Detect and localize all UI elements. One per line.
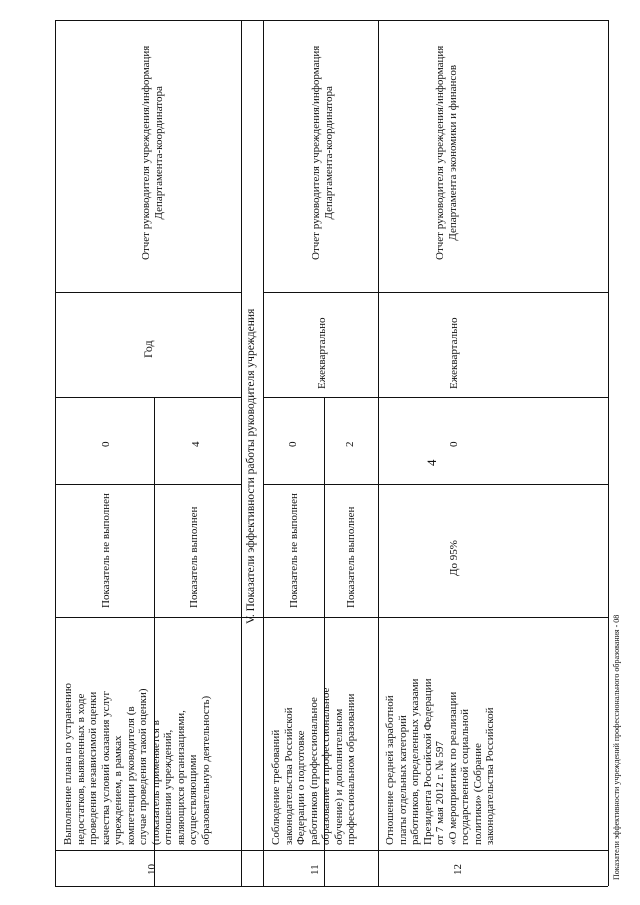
points-value: 0	[100, 441, 112, 447]
points-value: 2	[344, 441, 356, 447]
source-text: Отчет руководителя учреждения/информация Департамента-координатора	[310, 45, 335, 260]
page-number: 4	[424, 459, 439, 466]
criterion-text: Показатель не выполнен	[100, 493, 112, 608]
criterion-text: Показатель выполнен	[188, 506, 200, 608]
row-number: 12	[452, 864, 464, 875]
points-value: 4	[190, 441, 202, 447]
indicator-description: Отношение средней заработной платы отдельных категорий работников, определенных указами Президента Российской Федерации от 7 мая 2012 г. № 597 «О мероприятиях по реализации государственной социальной политики» (Собрание законодательства Российской	[384, 678, 496, 845]
footer-text: Показатели эффективности учреждений профессионального образования - 08	[612, 614, 621, 880]
section-heading: V. Показатели эффективности работы руководителя учреждения	[245, 308, 257, 624]
period-text: Ежеквартально	[316, 317, 328, 389]
points-value: 0	[287, 441, 299, 447]
indicator-description: Выполнение плана по устранению недостатков, выявленных в ходе проведения независимой оценки качества условий оказания услуг учреждением, в рамках компетенции руководителя (в случае проведения такой оценки) (показатель применяется в отношении учреждений, являющихся организациями, осуществляющими образовательную деятельность)	[62, 682, 212, 845]
period-text: Год	[141, 340, 155, 358]
row-number: 11	[309, 864, 321, 875]
source-text: Отчет руководителя учреждения/информация Департамента экономики и финансов	[434, 45, 459, 260]
row-number: 10	[146, 864, 158, 875]
points-value: 0	[448, 441, 460, 447]
criterion-text: До 95%	[448, 540, 460, 576]
source-text: Отчет руководителя учреждения/информация Департамента-координатора	[140, 45, 165, 260]
criterion-text: Показатель не выполнен	[288, 493, 300, 608]
period-text: Ежеквартально	[448, 317, 460, 389]
indicator-description: Соблюдение требований законодательства Российской Федерации о подготовке работников (профессиональное образование и профессиональное обучение) и дополнительном профессиональном образовании	[270, 687, 357, 845]
criterion-text: Показатель выполнен	[345, 506, 357, 608]
